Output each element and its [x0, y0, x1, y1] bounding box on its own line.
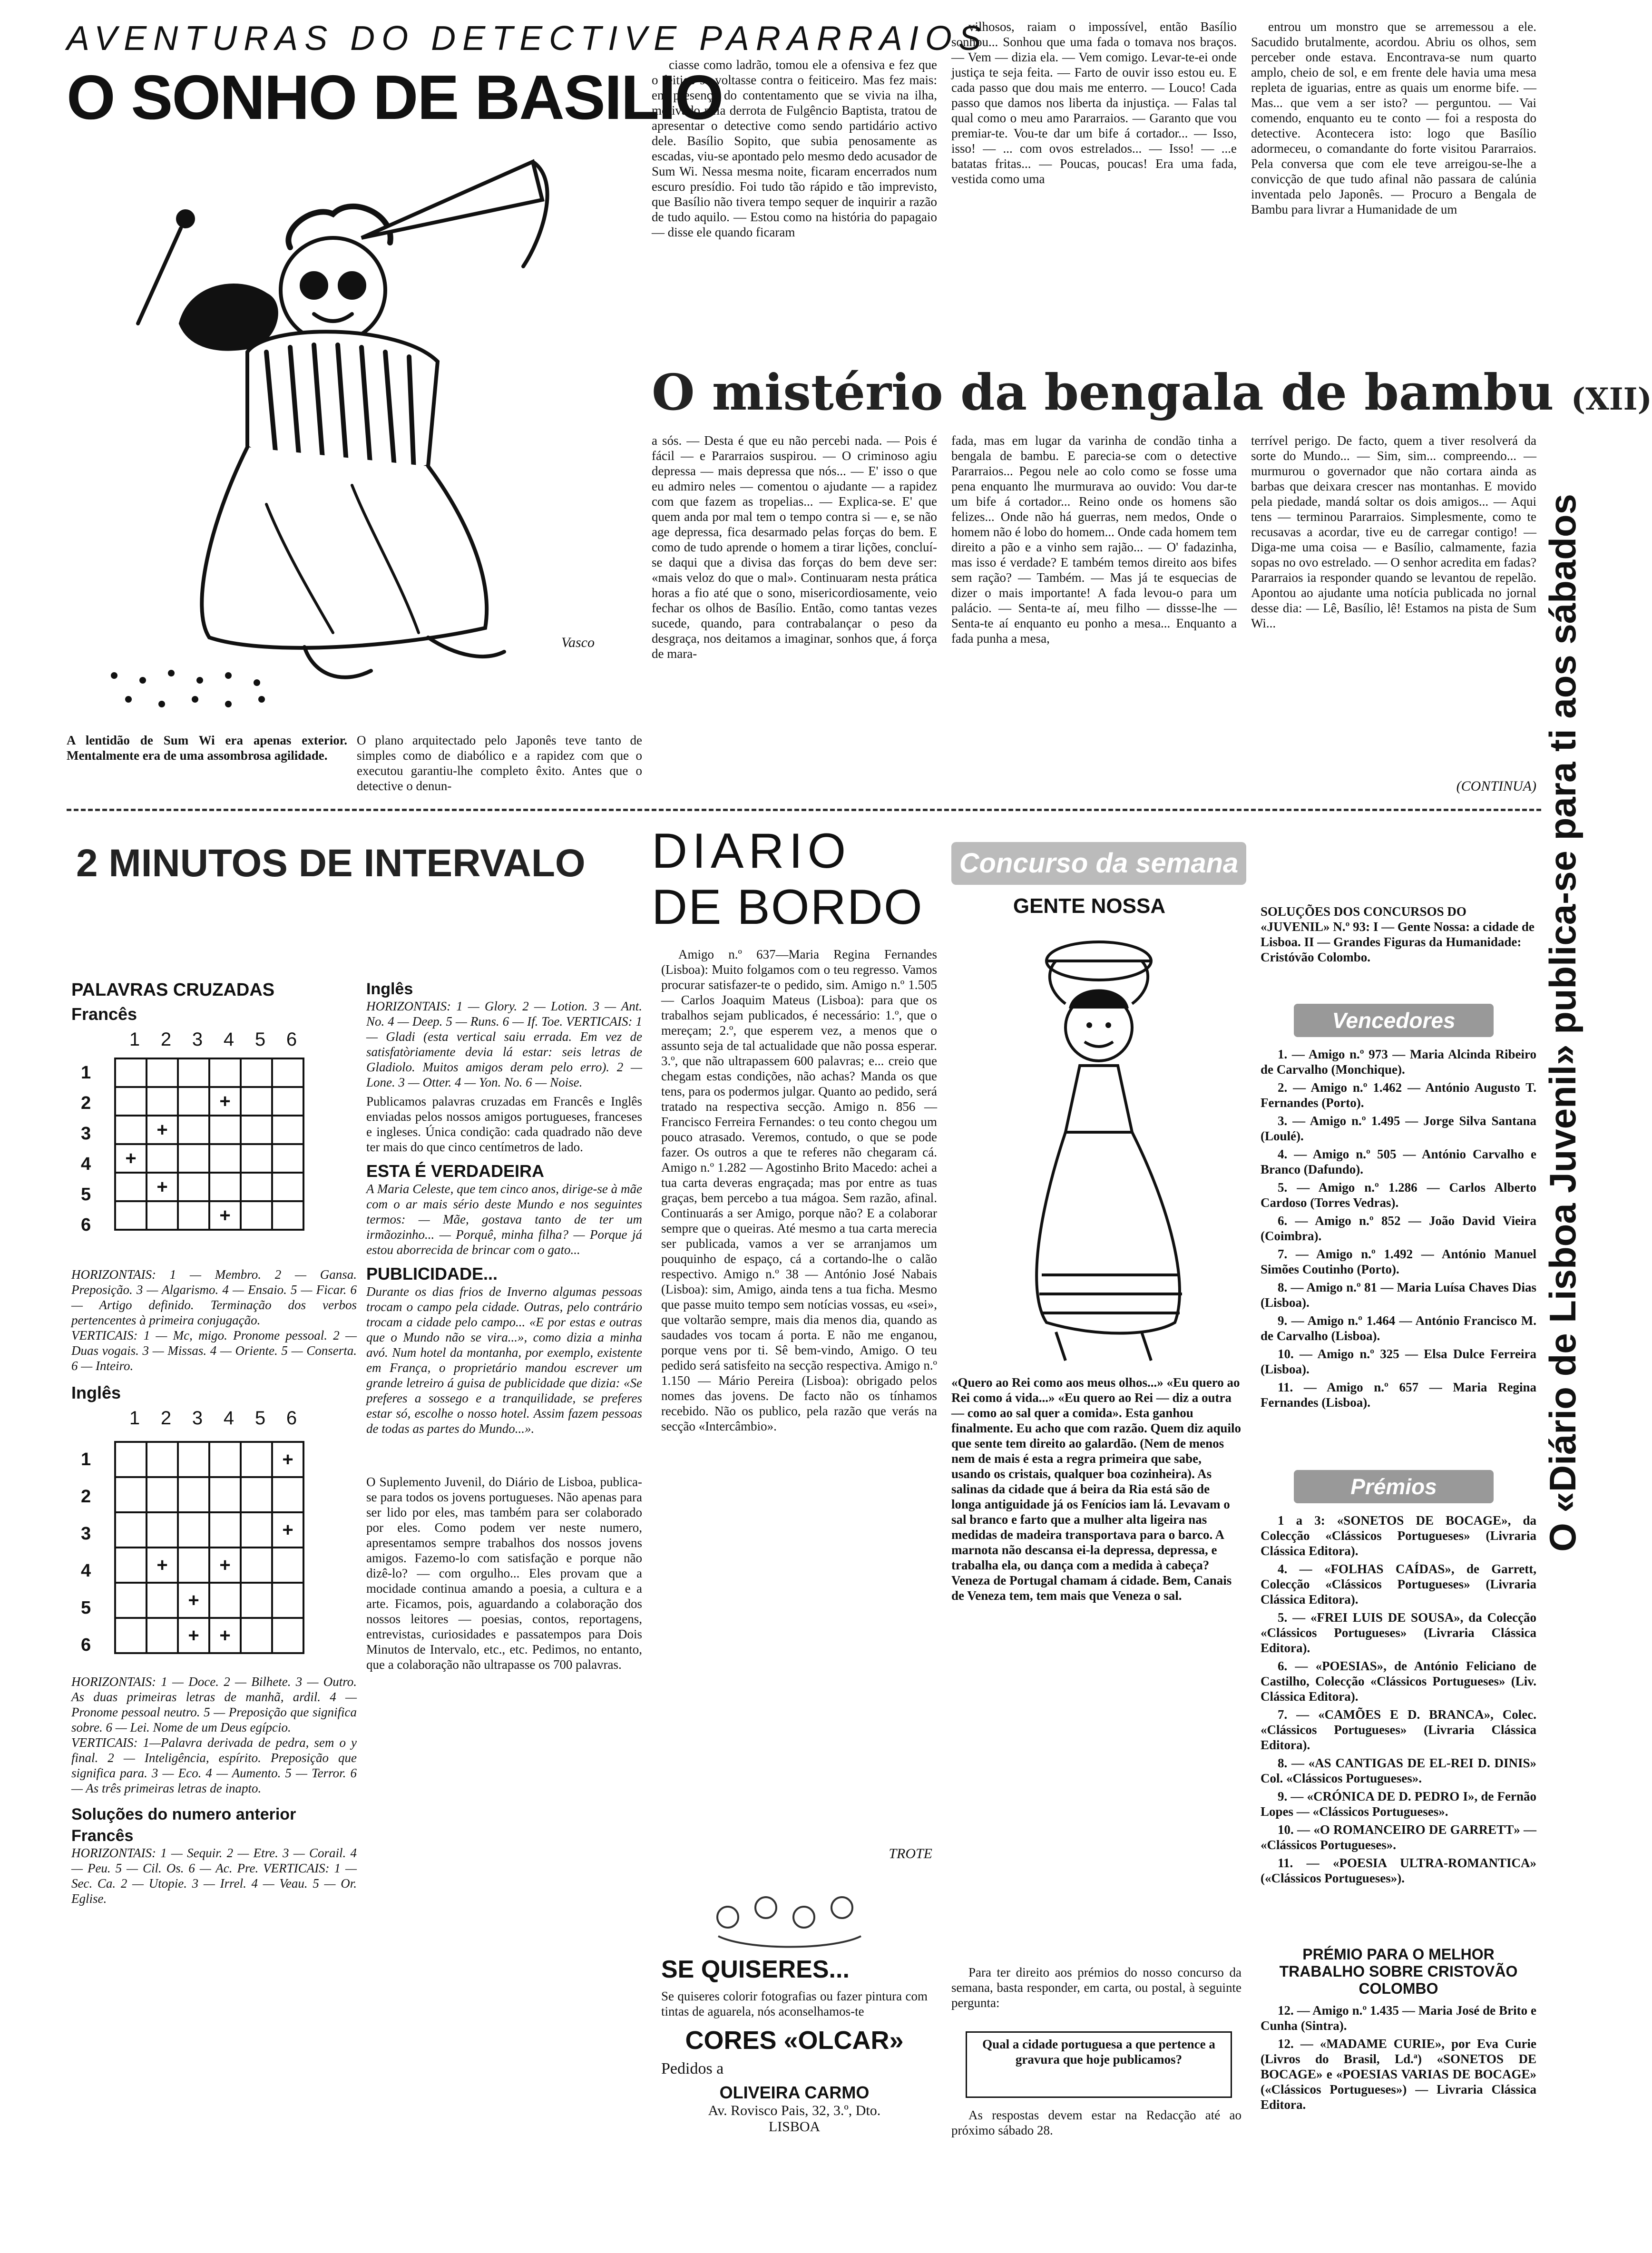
- dois-minutos-banner: 2 MINUTOS DE INTERVALO: [76, 842, 586, 885]
- premios-label: Prémios: [1294, 1470, 1494, 1503]
- diario-signature: TROTE: [889, 1846, 932, 1861]
- premio-11: 11. — «POESIA ULTRA-ROMANTICA» («Clássicos Portugueses»).: [1261, 1856, 1536, 1885]
- frances-label: Francês: [71, 1004, 137, 1024]
- series-title: AVENTURAS DO DETECTIVE PARARRAIOS: [67, 20, 988, 58]
- premio-12-prize: 12. — «MADAME CURIE», por Eva Curie (Livros do Brasil, Ld.ª) «SONETOS DE BOCAGE» e «POESIAS VARIAS DE BOCAGE» («Clássicos Portugueses») — Livraria Clássica Editora.: [1261, 2037, 1536, 2112]
- gente-nossa-subtitle: GENTE NOSSA: [1013, 894, 1166, 918]
- continua-label: (CONTINUA): [1456, 778, 1536, 794]
- story-banner-title: O mistério da bengala de bambu: [652, 363, 1554, 421]
- concurso-banner: Concurso da semana: [951, 842, 1246, 885]
- frances-row-numbers: 1 2 3 4 5 6: [81, 1063, 91, 1235]
- sol-frances-label: Francês: [71, 1827, 134, 1845]
- premio-6: 6. — «POESIAS», de António Feliciano de Castilho, Colecção «Clássicos Portugueses» (Liv. Clássica Editora).: [1261, 1659, 1536, 1704]
- concurso-question: Qual a cidade portuguesa a que pertence a gravura que hoje publicamos?: [966, 2031, 1232, 2098]
- esta-verdadeira-text: A Maria Celeste, que tem cinco anos, dirige-se à mãe com o ar mais sério deste Mundo e nos seguintes termos: — Mãe, gostava tanto de ter um irmãozinho... — Porquê, minha filha? — Porque já estou aborrecida de brincar com o gato...: [366, 1182, 642, 1257]
- premios-list-2: [1261, 2003, 1536, 2212]
- ingles-verticais: VERTICAIS: 1—Palavra derivada de pedra, sem o y final. 2 — Inteligência, espírito. Preposição que significa para. 3 — Eco. 4 — Aumento. 5 — Terror. 6 — As três primeiras letras de inapto.: [71, 1735, 357, 1795]
- artist-signature: Vasco: [561, 635, 595, 650]
- story-top-col2: vilhosos, raiam o impossível, então Basílio sonhou... Sonhou que uma fada o tomava nos braços. — Vem — dizia ela. — Vem comigo. Levar-te-ei onde justiça te seja feita. — Farto de ouvir isso estou eu. E cada passo que dou mais me enterro. — Louco! Cada passo que damos nos liberta da injustiça. — Falas tal qual como o meu amo Pararraios. — Garanto que vou premiar-te. Vou-te dar um bife á cortador... — Isso, isso! — ... com ovos estrelados... — Isso! — ...e batatas fritas... — Poucas, poucas! Era uma fada, vestida como uma: [951, 20, 1237, 186]
- vencedor-2: 2. — Amigo n.º 1.462 — António Augusto T. Fernandes (Porto).: [1261, 1080, 1536, 1110]
- se-quiseres-ad: [661, 1955, 928, 2222]
- frances-crossword-grid: + + + + +: [114, 1058, 304, 1231]
- premio-7: 7. — «CAMÕES E D. BRANCA», Colec. «Clássicos Portugueses» (Livraria Clássica Editora).: [1261, 1707, 1536, 1752]
- vencedor-1: 1. — Amigo n.º 973 — Maria Alcinda Ribeiro de Carvalho (Monchique).: [1261, 1047, 1536, 1077]
- frances-horizontais: HORIZONTAIS: 1 — Membro. 2 — Gansa. Preposição. 3 — Algarismo. 4 — Ensaio. 5 — Ficar. 6 — Artigo definido. Terminação dos verbos pertencentes à primeira conjugação.: [71, 1267, 357, 1327]
- concurso-rules: Para ter direito aos prémios do nosso concurso da semana, basta responder, em carta, ou postal, à seguinte pergunta:: [951, 1965, 1241, 2010]
- solucoes-anterior-title: Soluções do numero anterior: [71, 1805, 296, 1823]
- frances-col-numbers: 1 2 3 4 5 6: [129, 1029, 297, 1050]
- vencedor-9: 9. — Amigo n.º 1.464 — António Francisco M. de Carvalho (Lisboa).: [1261, 1313, 1536, 1343]
- company-city: LISBOA: [768, 2119, 821, 2135]
- solucoes-title: SOLUÇÕES DOS CONCURSOS DO «JUVENIL» N.º 93: I — Gente Nossa: a cidade de Lisboa. II — Grandes Figuras da Humanidade: Cristóvão Colombo.: [1261, 904, 1535, 964]
- esta-verdadeira-title: ESTA É VERDADEIRA: [366, 1161, 545, 1181]
- ingles-solution-column: [366, 980, 642, 2198]
- vencedor-11: 11. — Amigo n.º 657 — Maria Regina Fernandes (Lisboa).: [1261, 1380, 1536, 1410]
- flowers-ornament: [699, 1884, 880, 1955]
- ingles-label: Inglês: [71, 1383, 121, 1402]
- vencedor-4: 4. — Amigo n.º 505 — António Carvalho e Branco (Dafundo).: [1261, 1147, 1536, 1176]
- premio-10: 10. — «O ROMANCEIRO DE GARRETT» — «Clássicos Portugueses».: [1261, 1822, 1536, 1852]
- ingles-solution-label: Inglês: [366, 980, 413, 998]
- vencedor-8: 8. — Amigo n.º 81 — Maria Luísa Chaves Dias (Lisboa).: [1261, 1280, 1536, 1310]
- pedidos-label: Pedidos a: [661, 2060, 724, 2077]
- story-bottom-col1: a sós. — Desta é que eu não percebi nada. — Pois é fácil — e Pararraios suspirou. — O criminoso agiu depressa — mais depressa que nós... — E' isso o que eu admiro neles — comentou o ajudante — a rapidez com que fazem as tropelias... — Explica-se. E' que quem anda por mal tem o tempo contra si — e, se não age depressa, fica desarmado pelas forças do bem. E como de tudo aprende o homem a tirar lições, concluí-se daqui que a divisa das forças do bem deve ser: «mais veloz do que o mal». Continuaram nesta prática horas a fio até que o sono, misericordiosamente, veio fechar os olhos de Basílio. Então, como tantas vezes sucede, quando, para contrabalançar o peso da desgraça, nos deitamos a imaginar, sonhos que, á força de mara-: [652, 433, 937, 661]
- caption-continued: O plano arquitectado pelo Japonês teve tanto de simples como de diabólico e a rapidez com que o executou garantiu-lhe completo êxito. Antes que o detective o denun-: [357, 733, 642, 793]
- ingles-row-numbers: 1 2 3 4 5 6: [81, 1450, 91, 1655]
- se-quiseres-text: Se quiseres colorir fotografias ou fazer pintura com tintas de aguarela, nós aconselhamos-te: [661, 1989, 928, 2018]
- premio-4: 4. — «FOLHAS CAÍDAS», de Garrett, Colecção «Clássicos Portugueses» (Livraria Clássica Editora).: [1261, 1562, 1536, 1606]
- ingles-solution-text: HORIZONTAIS: 1 — Glory. 2 — Lotion. 3 — Ant. No. 4 — Deep. 5 — Runs. 6 — If. Toe. VERTICAIS: 1 — Gladi (esta vertical saiu errada. Em vez de satisfatòriamente devia lá estar: seis letras de Gladiolo. Muitos amigos deram pelo erro). 2 — Lone. 3 — Otter. 4 — Yon. No. 6 — Noise.: [366, 999, 642, 1089]
- side-banner: O «Diário de Lisboa Juvenil» publica-se para ti aos sábados: [1542, 494, 1584, 1552]
- vencedores-label: Vencedores: [1294, 1004, 1494, 1037]
- company-address: Av. Rovisco Pais, 32, 3.º, Dto.: [708, 2103, 881, 2118]
- premio-5: 5. — «FREI LUIS DE SOUSA», da Colecção «Clássicos Portugueses» (Livraria Clássica Editora).: [1261, 1610, 1536, 1655]
- premio-8: 8. — «AS CANTIGAS DE EL-REI D. DINIS» Col. «Clássicos Portugueses».: [1261, 1756, 1536, 1785]
- sol-frances-text: HORIZONTAIS: 1 — Sequir. 2 — Etre. 3 — Corail. 4 — Peu. 5 — Cil. Os. 6 — Ac. Pre. VERTICAIS: 1 — Sec. Ca. 2 — Utopie. 3 — Irrel. 4 — Veau. 5 — Or. Eglise.: [71, 1846, 357, 1906]
- publicidade-title: PUBLICIDADE...: [366, 1264, 498, 1283]
- company-name: OLIVEIRA CARMO: [719, 2083, 870, 2102]
- vencedor-5: 5. — Amigo n.º 1.286 — Carlos Alberto Cardoso (Torres Vedras).: [1261, 1180, 1536, 1210]
- premio-especial: PRÉMIO PARA O MELHOR TRABALHO SOBRE CRISTOVÃO COLOMBO: [1279, 1946, 1518, 1997]
- frances-verticais: VERTICAIS: 1 — Mc, migo. Pronome pessoal. 2 — Duas vogais. 3 — Missas. 4 — Oriente. 5 — Conserta. 6 — Inteiro.: [71, 1328, 357, 1373]
- diario-text: Amigo n.º 637—Maria Regina Fernandes (Lisboa): Muito folgamos com o teu regresso. Vamos procurar satisfazer-te o pedido, sim. Amigo n.º 1.505 — Carlos Joaquim Mateus (Lisboa): para que os trabalhos sejam publicados, é necessário: 1.º, que o mereçam; 2.º, que esperem vez, a menos que o assunto seja de tal actualidade que não possa esperar. 3.º, que não ultrapassem 600 palavras; e... creio que chegam estas condições, não achas? Manda os que tens, para os podermos julgar. Quanto ao pedido, será tratado na respectiva secção. Amigo n. 856 — Francisco Ferreira Fernandes: o teu conto chegou um pouco atrasado. Veremos, contudo, o que se pode fazer. Os outros a que te referes não chegaram cá. Amigo n.º 1.282 — Agostinho Brito Macedo: achei a tua carta deveras engraçada; mas por entre as tuas graças, bem percebo a tua mágoa. Sem razão, afinal. Continuarás a ser Amigo, porque não? E a colaborar sempre que o queiras. Até mesmo a tua carta merecia ser publicada, vamos a ver se arranjamos um pouquinho de espaço, cá a cortando-lhe o calão respectivo. Amigo n.º 38 — António José Nabais (Lisboa): sim, Amigo, ainda tens a tua ficha. Mesmo que passe muito tempo sem notícias vossas, eu «sei», que voltarão sempre, mais dia menos dia, quando as saudades vos tocam á porta. E não me enganou, porque vens por ti. Sê bem-vindo, Amigo. O teu pedido será satisfeito na secção respectiva. Amigo n.º 1.150 — Mário Pereira (Lisboa): obrigado pelos nomes das jovens. De facto não os tínhamos recebido. Não os publico, pela razão que verás na secção «Intercâmbio».: [661, 947, 937, 1433]
- vencedor-7: 7. — Amigo n.º 1.492 — António Manuel Simões Coutinho (Porto).: [1261, 1247, 1536, 1276]
- story-banner-part: (XII): [1571, 382, 1652, 417]
- concurso-deadline: As respostas devem estar na Redacção até ao próximo sábado 28.: [951, 2108, 1241, 2137]
- fairy-illustration: [67, 143, 637, 728]
- premio-1: 1 a 3: «SONETOS DE BOCAGE», da Colecção «Clássicos Portugueses» (Livraria Clássica Editora).: [1261, 1513, 1536, 1558]
- concurso-poem: «Quero ao Rei como aos meus olhos...» «Eu quero ao Rei como á vida...» «Eu quero ao Rei — diz a outra — como ao sal quer a comida». Esta ganhou finalmente. Eu acho que com razão. Quem diz aquilo que sente tem direito ao galardão. (Nem de menos nem de mais é esta a regra primeira que sabe, usando os cristais, qualquer boa cozinheira). As salinas da cidade que á beira da Ria está são de longa antiguidade já os Fenícios iam lá. Levavam o sal branco e farto que a mulher alta ligeira nas medidas de madeira transportava para o barco. A marnota não descansa ei-la depressa, depressa, e trabalha ela, ou dança com a medida à cabeça? Veneza de Portugal chamam á cidade. Bem, Canais de Veneza tem, tem mais que Veneza o sal.: [951, 1375, 1241, 1603]
- vencedor-3: 3. — Amigo n.º 1.495 — Jorge Silva Santana (Loulé).: [1261, 1114, 1536, 1143]
- publicidade-text: Durante os dias frios de Inverno algumas pessoas trocam o campo pela cidade. Outras, pelo contrário trocam a cidade pelo campo... «E por estas e outras que o Mundo não se vira...», como dizia a minha avó. Num hotel da montanha, por exemplo, existente em França, o proprietário mandou escrever um grande letreiro á guisa de publicidade que dizia: «Se preferes a sossego e a tranquilidade, se preferes estar só, escolhe o nosso hotel. Assim fazem pessoas de todas as partes do Mundo...».: [366, 1284, 642, 1436]
- story-bottom-col2: fada, mas em lugar da varinha de condão tinha a bengala de bambu. E parecia-se com o detective Pararraios... Pegou nele ao colo como se fosse uma pena enquanto lhe murmurava ao ouvido: Vou dar-te um bife á cortador... Reino onde os homens são felizes... Onde não há guerras, nem medos, Onde o homem não é lobo do homem... Onde cada homem tem direito a pão e a vinho sem rajão... — O' fadazinha, mas isso é verdade? E também temos direito aos bifes sem ração? — Também. — Mas já te esquecias de dizer o mais importante! A fada levou-o para um palácio. — Senta-te aí, meu filho — dissse-lhe — Senta-te aí enquanto eu ponho a mesa... Enquanto a fada punha a mesa,: [951, 433, 1237, 646]
- vencedores-list: [1261, 1047, 1536, 1465]
- ingles-horizontais: HORIZONTAIS: 1 — Doce. 2 — Bilhete. 3 — Outro. As duas primeiras letras de manhã, ardil. 4 — Pronome pessoal neutro. 5 — Preposição que significa sobre. 6 — Lei. Nome de um Deus egípcio.: [71, 1675, 357, 1734]
- story-title: O SONHO DE BASILIO: [67, 62, 723, 132]
- story-banner: [652, 362, 1652, 423]
- vencedor-6: 6. — Amigo n.º 852 — João David Vieira (Coimbra).: [1261, 1214, 1536, 1243]
- woman-illustration: [951, 932, 1246, 1370]
- vencedor-10: 10. — Amigo n.º 325 — Elsa Dulce Ferreira (Lisboa).: [1261, 1347, 1536, 1376]
- suplemento-text: O Suplemento Juvenil, do Diário de Lisboa, publica-se para todos os jovens portugueses. Não apenas para ser lido por eles, mas também para ser colaborado por eles. Como podem ver neste numero, apresentamos sempre trabalhos dos nossos jovens amigos. Fazemo-lo com satisfação e porque não dizê-lo? — com orgulho... Eles provam que a mocidade continua amando a poesia, a cultura e a arte. Ficamos, pois, aguardando a colaboração dos nossos leitores — poesias, contos, reportagens, entrevistas, curiosidades e passatempos para Dois Minutos de Intervalo, etc., etc. Pedimos, no entanto, que a colaboração não ultrapasse os 700 palavras.: [366, 1475, 642, 1672]
- se-quiseres-title: SE QUISERES...: [661, 1956, 850, 1983]
- premios-list: [1261, 1513, 1536, 1941]
- crossword-note: Publicamos palavras cruzadas em Francês e Inglês enviadas pelos nossos amigos portugueses, franceses e ingleses. Única condição: cada quadrado não deve ter mais do que cinco centímetros de lado.: [366, 1094, 642, 1154]
- section-divider: [67, 809, 1541, 811]
- olcar-brand: CORES «OLCAR»: [685, 2026, 904, 2055]
- ingles-crossword-grid: + + + + + + +: [114, 1441, 304, 1654]
- crossword-column: [71, 980, 357, 2198]
- palavras-title: PALAVRAS CRUZADAS: [71, 980, 275, 1000]
- story-top-col3: entrou um monstro que se arremessou a ele. Sacudido brutalmente, acordou. Abriu os olhos, sem perceber onde estava. Encontrava-se num quarto amplo, cheio de sol, e em frente dele havia uma mesa repleta de iguarias, entre as quais um enorme bife. — Mas... que vem a ser isto? — perguntou. — Vai comendo, enquanto eu te conto — foi a resposta do detective. Acontecera isto: logo que Basílio adormeceu, o comandante do forte visitou Pararraios. Pela conversa que com ele teve arreigou-se-lhe a convicção de que tudo afinal não passara de calúnia inventada pelo Japonês. — Procuro a Bengala de Bambu para livrar a Humanidade de um: [1251, 20, 1536, 216]
- story-bottom-col3: terrível perigo. De facto, quem a tiver resolverá da sorte do Mundo... — Sim, sim... compreendo... — murmurou o governador que não cortara ainda as barbas que deixara crescer nas montanhas. E movido pela piedade, mandá soltar os dois amigos... — Aqui tens — terminou Pararraios. Simplesmente, como te recusavas a acordar, tive eu de carregar contigo! — Diga-me uma coisa — e Basílio, calmamente, fazia sopas no ovo estrelado. — O senhor acredita em fadas? Pararraios ia responder quando se levantou de repelão. Apontou ao ajudante uma notícia publicada no jornal desse dia: — Lê, Basílio, lê! Estamos na pista de Sum Wi...: [1251, 433, 1536, 630]
- ingles-col-numbers: 1 2 3 4 5 6: [129, 1408, 297, 1429]
- diario-title: DIARIO DE BORDO: [652, 823, 923, 935]
- premio-9: 9. — «CRÓNICA DE D. PEDRO I», de Fernão Lopes — «Clássicos Portugueses».: [1261, 1789, 1536, 1819]
- premio-12-winner: 12. — Amigo n.º 1.435 — Maria José de Brito e Cunha (Sintra).: [1261, 2003, 1536, 2033]
- story-top-col1: ciasse como ladrão, tomou ele a ofensiva e fez que o feitiço se voltasse contra o feiticeiro. Mas fez mais: em presença do contentamento que se vivia na ilha, motivado pela derrota de Fulgêncio Baptista, tratou de apresentar o detective como sendo partidário activo dele. Basílio Sopito, que subia penosamente as escadas, viu-se apontado pelo mesmo dedo acusador de Sum Wi. Nessa mesma noite, ficaram encerrados num escuro presídio. Foi tudo tão rápido e tão imprevisto, que Basílio não tivera tempo sequer de inquirir a razão de tudo aquilo. — Estou como na história do papagaio — disse ele quando ficaram: [652, 58, 937, 239]
- caption: A lentidão de Sum Wi era apenas exterior. Mentalmente era de uma assombrosa agilidade.: [67, 733, 347, 763]
